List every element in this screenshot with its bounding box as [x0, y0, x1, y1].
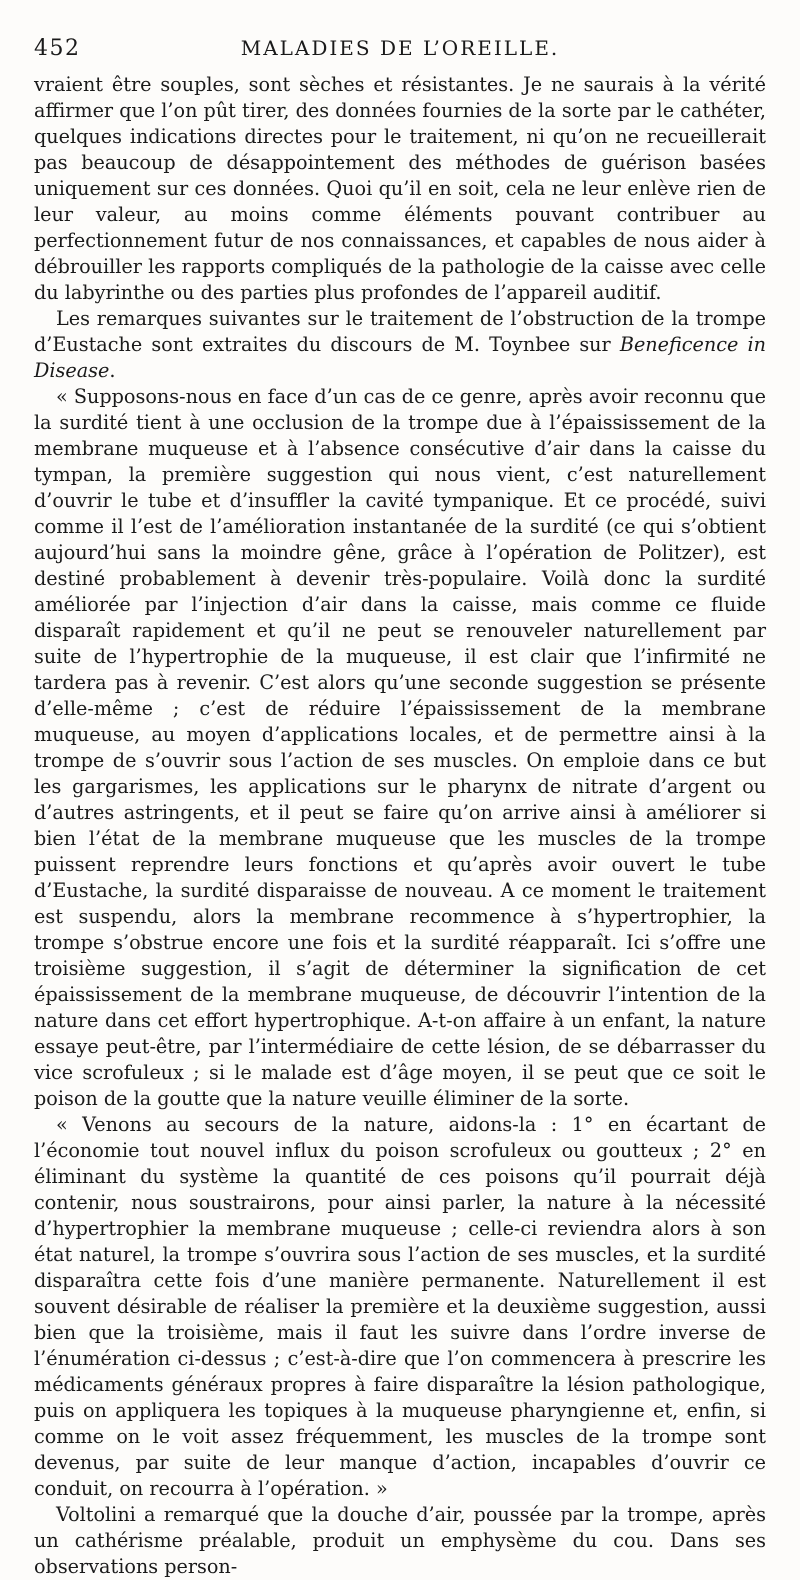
paragraph-text: Les remarques suivantes sur le traitement de l’obstruction de la trompe d’Eustache sont extraites du discours de M. Toynbee sur — [34, 307, 766, 356]
page-header — [34, 32, 766, 72]
paragraph-toynbee-intro — [34, 306, 766, 384]
paragraph-text: . — [109, 359, 116, 382]
paragraph-voltolini: Voltolini a remarqué que la douche d’air, poussée par la trompe, après un cathérisme préalable, produit un emphysème du cou. Dans ses observations person- — [34, 1503, 766, 1578]
body-text — [34, 72, 766, 1580]
paragraph-quote-1: « Supposons-nous en face d’un cas de ce genre, après avoir reconnu que la surdité tient à une occlusion de la trompe due à l’épaississement de la membrane muqueuse et à l’absence consécutive d’air dans la caisse du tympan, la première suggestion qui nous vient, c’est naturellement d’ouvrir le tube et d’insuffler la cavité tympanique. Et ce procédé, suivi comme il l’est de l’amélioration instantanée de la surdité (ce qui s’obtient aujourd’hui sans la moindre gêne, grâce à l’opération de Politzer), est destiné probablement à devenir très-populaire. Voilà donc la surdité améliorée par l’injection d’air dans la caisse, mais comme ce fluide disparaît rapidement et qu’il ne peut se renouveler naturellement par suite de l’hypertrophie de la muqueuse, il est clair que l’infirmité ne tardera pas à revenir. C’est alors qu’une seconde suggestion se présente d’elle-même ; c’est de réduire l’épaississement de la membrane muqueuse, au moyen d’applications locales, et de permettre ainsi à la trompe de s’ouvrir sous l’action de ses muscles. On emploie dans ce but les gargarismes, les applications sur le pharynx de nitrate d’argent ou d’autres astringents, et il peut se faire qu’on arrive ainsi à améliorer si bien l’état de la membrane muqueuse que les muscles de la trompe puissent reprendre leurs fonctions et qu’après avoir ouvert le tube d’Eustache, la surdité disparaisse de nouveau. A ce moment le traitement est suspendu, alors la membrane recommence à s’hypertrophier, la trompe s’obstrue encore une fois et la surdité réapparaît. Ici s’offre une troisième suggestion, il s’agit de déterminer la signification de cet épaississement de la membrane muqueuse, de découvrir l’intention de la nature dans cet effort hypertrophique. A-t-on affaire à un enfant, la nature essaye peut-être, par l’intermédiaire de cette lésion, de se débarrasser du vice scrofuleux ; si le malade est d’âge moyen, il se peut que ce soit le poison de la goutte que la nature veuille éliminer de la sorte. — [34, 385, 766, 1110]
page-number: 452 — [34, 36, 81, 61]
book-title-italic: Beneficence in Disease — [34, 333, 767, 382]
running-title: MALADIES DE L’OREILLE. — [240, 36, 560, 60]
paragraph-quote-2: « Venons au secours de la nature, aidons-la : 1° en écartant de l’économie tout nouvel influx du poison scrofuleux ou goutteux ; 2° en éliminant du système la quantité de ces poisons qu’il pourrait déjà contenir, nous soustrairons, pour ainsi parler, la nature à la nécessité d’hypertrophier la membrane muqueuse ; celle-ci reviendra alors à son état naturel, la trompe s’ouvrira sous l’action de ses muscles, et la surdité disparaîtra cette fois d’une manière permanente. Naturellement il est souvent désirable de réaliser la première et la deuxième suggestion, aussi bien que la troisième, mais il faut les suivre dans l’ordre inverse de l’énumération ci-dessus ; c’est-à-dire que l’on commencera à prescrire les médicaments généraux propres à faire disparaître la lésion pathologique, puis on appliquera les topiques à la muqueuse pharyngienne et, enfin, si comme on le voit assez fréquemment, les muscles de la trompe sont devenus, par suite de leur manque d’action, incapables d’ouvrir ce conduit, on recourra à l’opération. » — [34, 1113, 766, 1500]
paragraph-continuation: vraient être souples, sont sèches et résistantes. Je ne saurais à la vérité affirmer que l’on pût tirer, des données fournies de la sorte par le cathéter, quelques indications directes pour le traitement, ni qu’on ne recueillerait pas beaucoup de désappointement des méthodes de guérison basées uniquement sur ces données. Quoi qu’il en soit, cela ne leur enlève rien de leur valeur, au moins comme éléments pouvant contribuer au perfectionnement futur de nos connaissances, et capables de nous aider à débrouiller les rapports compliqués de la pathologie de la caisse avec celle du labyrinthe ou des parties plus profondes de l’appareil auditif. — [34, 73, 766, 304]
